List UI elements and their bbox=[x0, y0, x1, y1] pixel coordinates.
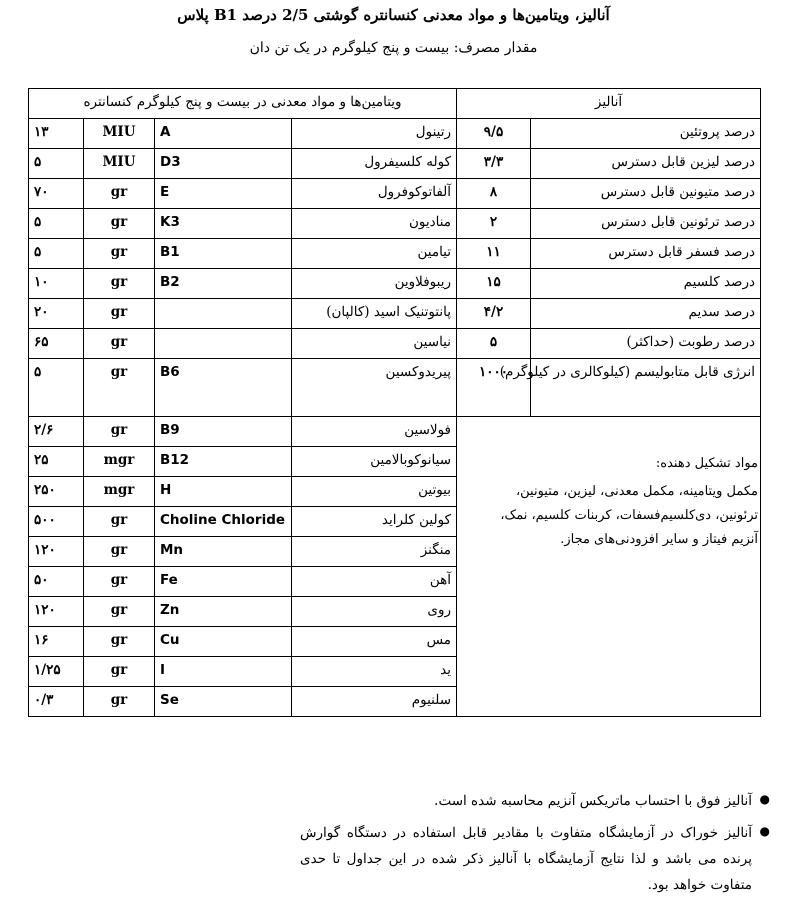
vitamin-symbol: B9 bbox=[155, 417, 292, 447]
analysis-name: درصد رطوبت (حداکثر) bbox=[531, 329, 761, 359]
table-row bbox=[29, 179, 761, 209]
vitamin-symbol bbox=[155, 299, 292, 329]
table-row bbox=[29, 417, 761, 447]
analysis-value: ۱۰۰۰ bbox=[457, 359, 531, 417]
vitamin-amount: ۷۰ bbox=[29, 179, 84, 209]
vitamin-name: منگنز bbox=[292, 537, 457, 567]
composition-title: مواد تشکیل دهنده: bbox=[655, 456, 758, 471]
vitamin-unit: mgr bbox=[84, 477, 155, 507]
analysis-name: درصد متیونین قابل دسترس bbox=[531, 179, 761, 209]
vitamin-name: فولاسین bbox=[292, 417, 457, 447]
vitamin-symbol: Fe bbox=[155, 567, 292, 597]
vitamin-unit: mgr bbox=[84, 447, 155, 477]
composition-text: مکمل ویتامینه، مکمل معدنی، لیزین، متیونین، ترئونین، دی‌کلسیم‌فسفات، کربنات کلسیم، نمک، آنزیم فیتاز و سایر افزودنی‌های مجاز. bbox=[500, 484, 758, 547]
vitamin-amount: ۵ bbox=[29, 149, 84, 179]
vitamin-name: نیاسین bbox=[292, 329, 457, 359]
vitamin-symbol: D3 bbox=[155, 149, 292, 179]
analysis-value: ۲ bbox=[457, 209, 531, 239]
analysis-name: درصد پروتئین bbox=[531, 119, 761, 149]
bullet-icon: ● bbox=[759, 792, 770, 806]
bullet-icon: ● bbox=[759, 824, 770, 838]
vitamin-symbol: E bbox=[155, 179, 292, 209]
analysis-value: ۳/۳ bbox=[457, 149, 531, 179]
vitamin-unit: gr bbox=[84, 359, 155, 417]
vitamin-unit: gr bbox=[84, 597, 155, 627]
vitamin-amount: ۱۲۰ bbox=[29, 537, 84, 567]
table-row bbox=[29, 239, 761, 269]
table-row bbox=[29, 329, 761, 359]
page-title: آنالیز، ویتامین‌ها و مواد معدنی کنسانتره گوشتی 2/5 درصد B1 پلاس bbox=[177, 6, 610, 24]
table-row bbox=[29, 299, 761, 329]
vitamin-unit: gr bbox=[84, 179, 155, 209]
vitamin-symbol: K3 bbox=[155, 209, 292, 239]
vitamin-amount: ۱/۲۵ bbox=[29, 657, 84, 687]
vitamin-unit: gr bbox=[84, 417, 155, 447]
vitamin-amount: ۲/۶ bbox=[29, 417, 84, 447]
table-row bbox=[29, 119, 761, 149]
vitamin-amount: ۵ bbox=[29, 239, 84, 269]
analysis-value: ۸ bbox=[457, 179, 531, 209]
nutrition-table bbox=[28, 88, 761, 717]
vitamin-symbol: Se bbox=[155, 687, 292, 717]
vitamin-name: پانتوتنیک اسید (کالپان) bbox=[292, 299, 457, 329]
analysis-name: درصد ترئونین قابل دسترس bbox=[531, 209, 761, 239]
note-item bbox=[300, 788, 770, 814]
analysis-name: انرژی قابل متابولیسم (کیلوکالری در کیلوگرم) bbox=[531, 359, 761, 417]
vitamin-unit: gr bbox=[84, 687, 155, 717]
vitamin-symbol: B12 bbox=[155, 447, 292, 477]
vitamin-symbol: B1 bbox=[155, 239, 292, 269]
vitamin-name: تیامین bbox=[292, 239, 457, 269]
vitamin-name: کولین کلراید bbox=[292, 507, 457, 537]
vitamin-symbol: Mn bbox=[155, 537, 292, 567]
table-row bbox=[29, 149, 761, 179]
analysis-name: درصد سدیم bbox=[531, 299, 761, 329]
vitamin-amount: ۲۵ bbox=[29, 447, 84, 477]
vitamin-unit: gr bbox=[84, 209, 155, 239]
vitamin-name: آهن bbox=[292, 567, 457, 597]
analysis-name: درصد کلسیم bbox=[531, 269, 761, 299]
note-text: آنالیز فوق با احتساب ماتریکس آنزیم محاسبه شده است. bbox=[434, 793, 752, 809]
vitamin-amount: ۶۵ bbox=[29, 329, 84, 359]
vitamin-name: مس bbox=[292, 627, 457, 657]
vitamin-unit: MIU bbox=[84, 149, 155, 179]
vitamin-name: سلنیوم bbox=[292, 687, 457, 717]
vitamin-amount: ۵ bbox=[29, 359, 84, 417]
table-header-row bbox=[29, 89, 761, 119]
vitamin-unit: MIU bbox=[84, 119, 155, 149]
note-item bbox=[300, 820, 770, 898]
analysis-value: ۹/۵ bbox=[457, 119, 531, 149]
table-row bbox=[29, 209, 761, 239]
table-row bbox=[29, 269, 761, 299]
vitamin-symbol: A bbox=[155, 119, 292, 149]
vitamin-unit: gr bbox=[84, 269, 155, 299]
vitamin-unit: gr bbox=[84, 657, 155, 687]
vitamin-symbol: B6 bbox=[155, 359, 292, 417]
vitamin-unit: gr bbox=[84, 507, 155, 537]
vitamin-symbol: H bbox=[155, 477, 292, 507]
vitamin-name: ید bbox=[292, 657, 457, 687]
vitamin-unit: gr bbox=[84, 299, 155, 329]
vitamin-name: رتینول bbox=[292, 119, 457, 149]
analysis-value: ۵ bbox=[457, 329, 531, 359]
vitamin-symbol: Zn bbox=[155, 597, 292, 627]
vitamin-unit: gr bbox=[84, 239, 155, 269]
vitamins-header: ویتامین‌ها و مواد معدنی در بیست و پنج کیلوگرم کنسانتره bbox=[29, 89, 457, 119]
vitamin-amount: ۱۰ bbox=[29, 269, 84, 299]
table-row bbox=[29, 359, 761, 417]
note-text: آنالیز خوراک در آزمایشگاه متفاوت با مقادیر قابل استفاده در دستگاه گوارش پرنده می باشد و لذا نتایج آزمایشگاه با آنالیز ذکر شده در این جداول تا حدی متفاوت خواهد بود. bbox=[300, 825, 752, 893]
analysis-name: درصد لیزین قابل دسترس bbox=[531, 149, 761, 179]
vitamin-unit: gr bbox=[84, 329, 155, 359]
page-subtitle: مقدار مصرف: بیست و پنج کیلوگرم در یک تن دان bbox=[249, 40, 538, 56]
analysis-header: آنالیز bbox=[457, 89, 761, 119]
vitamin-symbol: Cu bbox=[155, 627, 292, 657]
vitamin-amount: ۵ bbox=[29, 209, 84, 239]
vitamin-name: ریبوفلاوین bbox=[292, 269, 457, 299]
analysis-value: ۱۵ bbox=[457, 269, 531, 299]
vitamin-name: روی bbox=[292, 597, 457, 627]
vitamin-amount: ۰/۳ bbox=[29, 687, 84, 717]
notes-list bbox=[300, 788, 770, 904]
vitamin-symbol: I bbox=[155, 657, 292, 687]
vitamin-symbol: B2 bbox=[155, 269, 292, 299]
vitamin-name: منادیون bbox=[292, 209, 457, 239]
vitamin-name: سیانوکوبالامین bbox=[292, 447, 457, 477]
vitamin-symbol: Choline Chloride bbox=[155, 507, 292, 537]
vitamin-amount: ۱۶ bbox=[29, 627, 84, 657]
vitamin-amount: ۱۳ bbox=[29, 119, 84, 149]
vitamin-symbol bbox=[155, 329, 292, 359]
vitamin-name: آلفاتوکوفرول bbox=[292, 179, 457, 209]
composition-block bbox=[478, 452, 758, 552]
vitamin-amount: ۲۰ bbox=[29, 299, 84, 329]
vitamin-name: کوله کلسیفرول bbox=[292, 149, 457, 179]
vitamin-name: بیوتین bbox=[292, 477, 457, 507]
vitamin-unit: gr bbox=[84, 627, 155, 657]
vitamin-amount: ۱۲۰ bbox=[29, 597, 84, 627]
vitamin-name: پیریدوکسین bbox=[292, 359, 457, 417]
vitamin-unit: gr bbox=[84, 537, 155, 567]
analysis-value: ۴/۲ bbox=[457, 299, 531, 329]
analysis-value: ۱۱ bbox=[457, 239, 531, 269]
vitamin-amount: ۵۰ bbox=[29, 567, 84, 597]
vitamin-amount: ۲۵۰ bbox=[29, 477, 84, 507]
analysis-name: درصد فسفر قابل دسترس bbox=[531, 239, 761, 269]
vitamin-amount: ۵۰۰ bbox=[29, 507, 84, 537]
vitamin-unit: gr bbox=[84, 567, 155, 597]
